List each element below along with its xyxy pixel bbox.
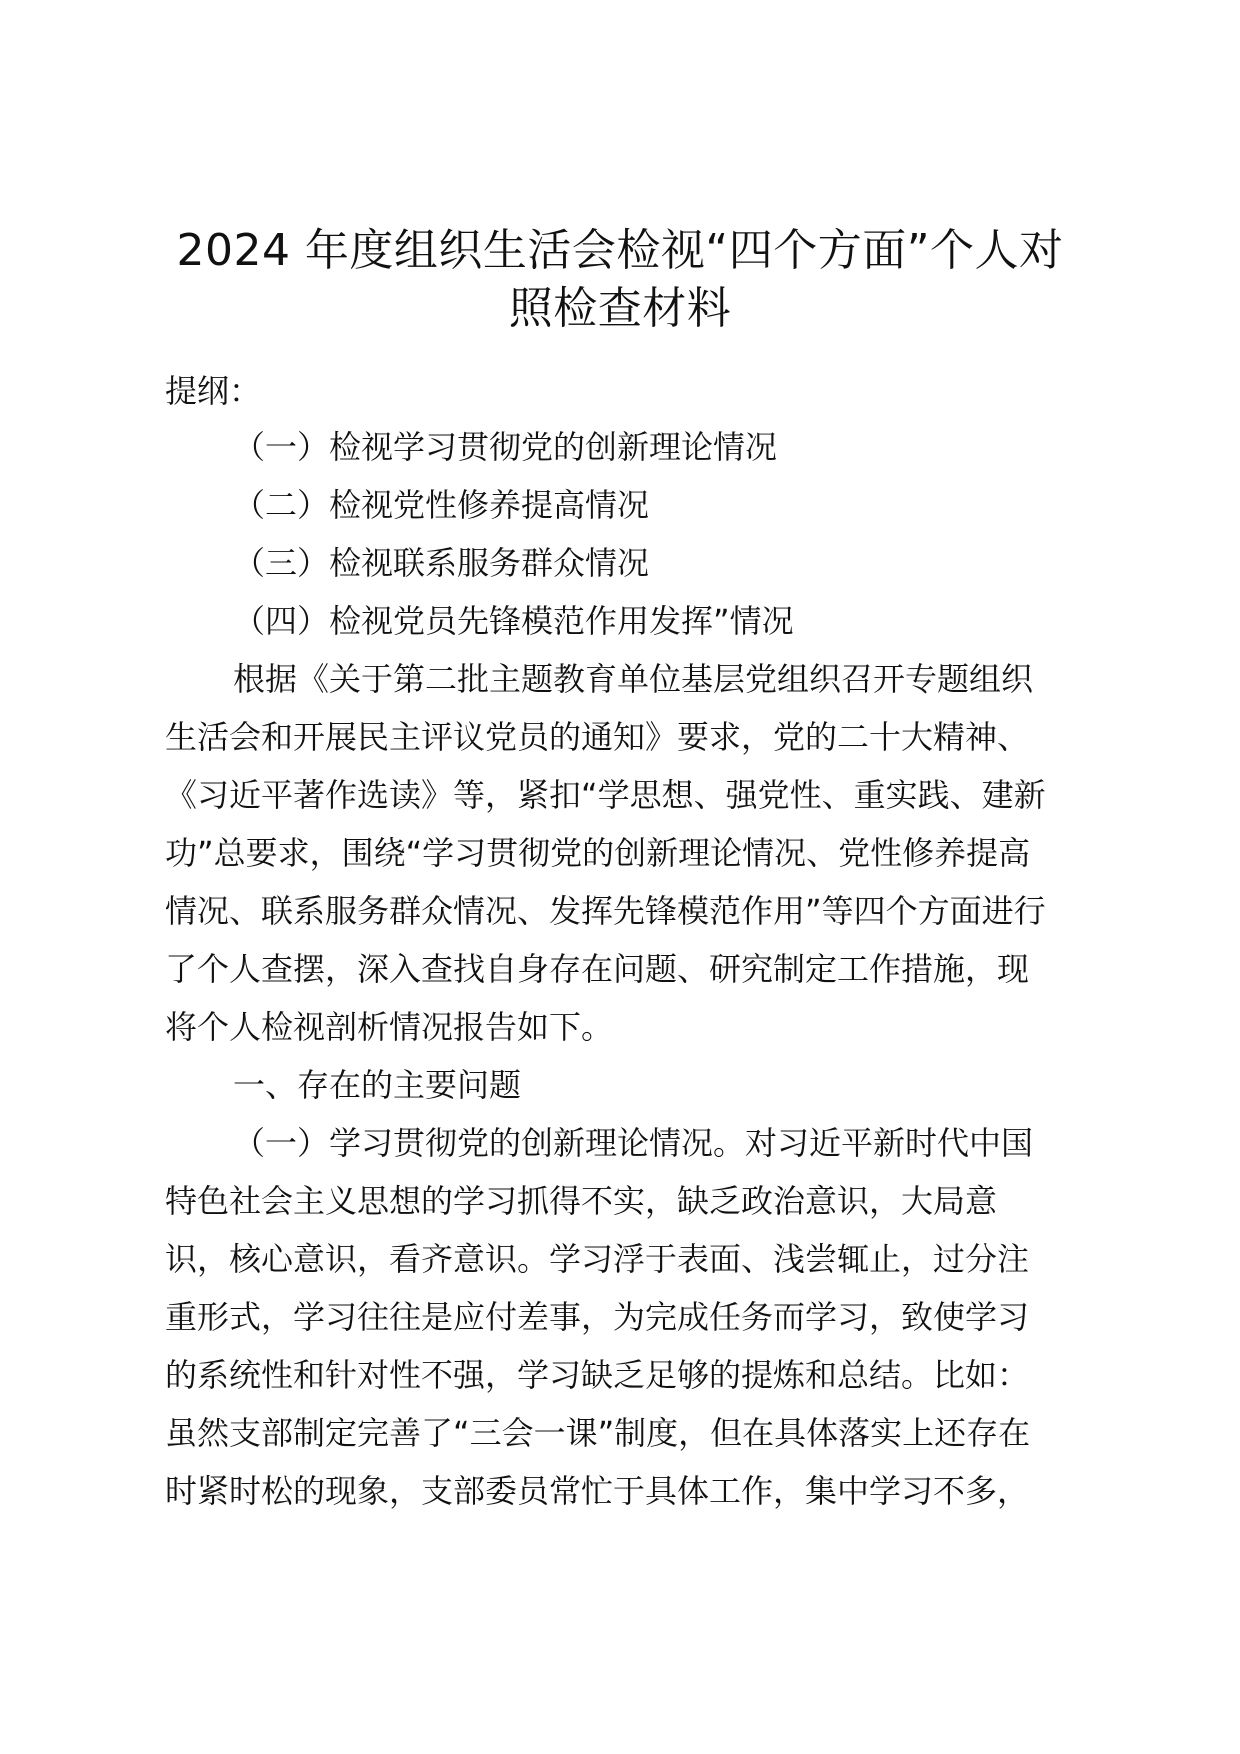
outline-item: （二）检视党性修养提高情况 [233, 486, 650, 524]
paragraph-line: 的系统性和针对性不强，学习缺乏足够的提炼和总结。比如： [165, 1356, 1030, 1394]
outline-list [233, 418, 794, 650]
paragraph-line: 识，核心意识，看齐意识。学习浮于表面、浅尝辄止，过分注 [165, 1240, 1030, 1278]
outline-item: （三）检视联系服务群众情况 [233, 544, 650, 582]
paragraph-line: 了个人查摆，深入查找自身存在问题、研究制定工作措施，现 [165, 950, 1030, 988]
paragraph-line: 虽然支部制定完善了“三会一课”制度，但在具体落实上还存在 [165, 1414, 1031, 1452]
paragraph-line: 功”总要求，围绕“学习贯彻党的创新理论情况、党性修养提高 [165, 834, 1031, 872]
title-line-1: 2024 年度组织生活会检视“四个方面”个人对 [176, 225, 1064, 276]
paragraph-line: 特色社会主义思想的学习抓得不实，缺乏政治意识，大局意 [165, 1182, 998, 1220]
paragraph-line: 根据《关于第二批主题教育单位基层党组织召开专题组织 [233, 660, 1034, 698]
paragraph-line: 时紧时松的现象，支部委员常忙于具体工作，集中学习不多， [165, 1472, 1030, 1510]
document-title [150, 222, 1090, 338]
paragraph-line: （一）学习贯彻党的创新理论情况。对习近平新时代中国 [233, 1124, 1034, 1162]
title-line-2: 照检查材料 [508, 283, 732, 334]
intro-paragraph [165, 650, 1085, 1056]
paragraph-line: 将个人检视剖析情况报告如下。 [165, 1008, 614, 1046]
outline-item: （一）检视学习贯彻党的创新理论情况 [233, 428, 778, 466]
paragraph-line: 情况、联系服务群众情况、发挥先锋模范作用”等四个方面进行 [165, 892, 1046, 930]
paragraph-line: 重形式，学习往往是应付差事，为完成任务而学习，致使学习 [165, 1298, 1030, 1336]
paragraph-line: 生活会和开展民主评议党员的通知》要求，党的二十大精神、 [165, 718, 1030, 756]
outline-item: （四）检视党员先锋模范作用发挥”情况 [233, 602, 794, 640]
section-heading: 一、存在的主要问题 [233, 1066, 522, 1104]
section1-paragraph [165, 1114, 1085, 1520]
outline-label: 提纲： [165, 372, 262, 410]
paragraph-line: 《习近平著作选读》等，紧扣“学思想、强党性、重实践、建新 [165, 776, 1046, 814]
